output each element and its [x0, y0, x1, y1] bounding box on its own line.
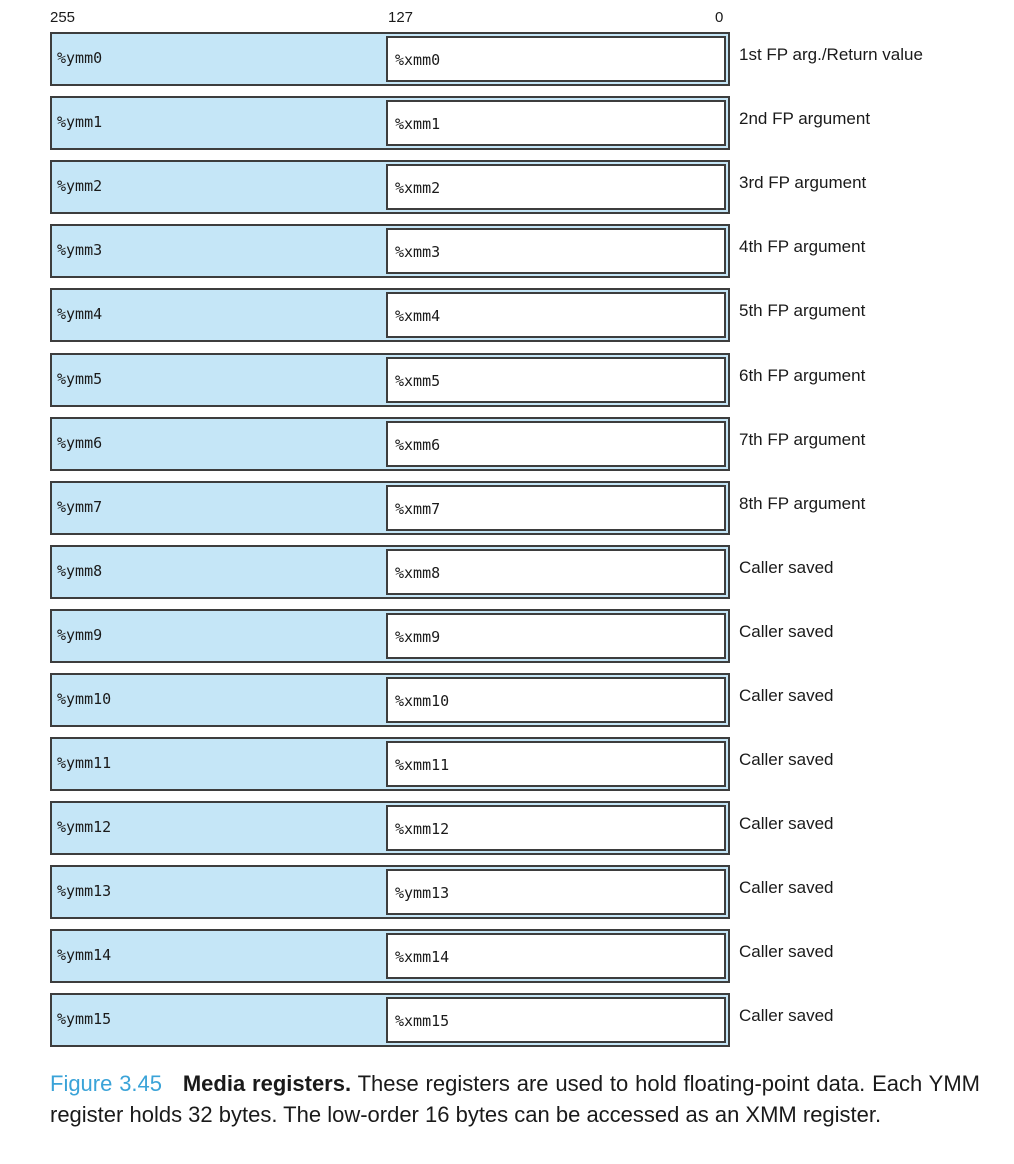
ymm-register-name: %ymm8: [57, 562, 103, 580]
register-usage-label: Caller saved: [739, 622, 834, 641]
xmm-register-name: %xmm4: [395, 307, 441, 325]
xmm-register-box: [386, 228, 726, 274]
ymm-register-name: %ymm13: [57, 882, 112, 900]
ymm-register-box: [50, 160, 730, 214]
ymm-register-box: [50, 481, 730, 535]
xmm-register-box: [386, 421, 726, 467]
register-usage-label: 4th FP argument: [739, 237, 866, 256]
xmm-register-box: [386, 869, 726, 915]
ymm-register-box: [50, 673, 730, 727]
register-row: [50, 673, 1010, 727]
ymm-register-name: %ymm11: [57, 754, 112, 772]
register-usage-label: 3rd FP argument: [739, 173, 867, 192]
ymm-register-box: [50, 288, 730, 342]
register-usage-label: Caller saved: [739, 558, 834, 577]
xmm-register-name: %xmm11: [395, 756, 450, 774]
register-usage-label: 2nd FP argument: [739, 109, 871, 128]
ymm-register-box: [50, 96, 730, 150]
register-usage-label: 6th FP argument: [739, 366, 866, 385]
figure-number: Figure 3.45: [50, 1071, 163, 1096]
ymm-register-name: %ymm3: [57, 241, 103, 259]
xmm-register-box: [386, 485, 726, 531]
xmm-register-name: %xmm9: [395, 628, 441, 646]
figure-caption-text: These registers are used to hold floating-point data. Each YMM register holds 32 bytes. The low-order 16 bytes can be accessed as an XMM register.: [50, 1071, 981, 1127]
ymm-register-box: [50, 801, 730, 855]
xmm-register-box: [386, 164, 726, 210]
ymm-register-box: [50, 865, 730, 919]
ymm-register-name: %ymm15: [57, 1010, 112, 1028]
register-row: [50, 32, 1010, 86]
register-row: [50, 160, 1010, 214]
bit-label-0: 0: [715, 9, 724, 26]
register-row: [50, 224, 1010, 278]
xmm-register-name: %xmm10: [395, 692, 450, 710]
xmm-register-name: %xmm0: [395, 51, 441, 69]
xmm-register-name: %xmm15: [395, 1012, 450, 1030]
ymm-register-name: %ymm14: [57, 946, 112, 964]
xmm-register-box: [386, 292, 726, 338]
register-row: [50, 288, 1010, 342]
register-row: [50, 417, 1010, 471]
bit-label-255: 255: [50, 9, 76, 26]
register-row: [50, 737, 1010, 791]
ymm-register-name: %ymm1: [57, 113, 103, 131]
xmm-register-name: %xmm1: [395, 115, 441, 133]
xmm-register-box: [386, 805, 726, 851]
ymm-register-box: [50, 929, 730, 983]
ymm-register-name: %ymm12: [57, 818, 112, 836]
ymm-register-name: %ymm9: [57, 626, 103, 644]
ymm-register-name: %ymm10: [57, 690, 112, 708]
register-usage-label: Caller saved: [739, 878, 834, 897]
register-row: [50, 96, 1010, 150]
register-usage-label: 1st FP arg./Return value: [739, 45, 923, 64]
register-usage-label: Caller saved: [739, 814, 834, 833]
xmm-register-name: %ymm13: [395, 884, 450, 902]
xmm-register-box: [386, 677, 726, 723]
ymm-register-box: [50, 737, 730, 791]
ymm-register-name: %ymm6: [57, 434, 103, 452]
xmm-register-name: %xmm14: [395, 948, 450, 966]
ymm-register-box: [50, 993, 730, 1047]
ymm-register-name: %ymm2: [57, 177, 103, 195]
xmm-register-box: [386, 613, 726, 659]
xmm-register-name: %xmm12: [395, 820, 450, 838]
xmm-register-name: %xmm2: [395, 179, 441, 197]
figure-title: Media registers.: [182, 1071, 352, 1096]
register-row: [50, 865, 1010, 919]
register-row: [50, 545, 1010, 599]
xmm-register-name: %xmm7: [395, 500, 441, 518]
register-row: [50, 481, 1010, 535]
xmm-register-box: [386, 933, 726, 979]
ymm-register-box: [50, 353, 730, 407]
figure-caption: [50, 1068, 980, 1130]
ymm-register-box: [50, 417, 730, 471]
register-usage-label: Caller saved: [739, 750, 834, 769]
xmm-register-box: [386, 357, 726, 403]
ymm-register-name: %ymm0: [57, 49, 103, 67]
xmm-register-box: [386, 997, 726, 1043]
register-row: [50, 609, 1010, 663]
ymm-register-name: %ymm5: [57, 370, 103, 388]
ymm-register-name: %ymm4: [57, 305, 103, 323]
register-usage-label: Caller saved: [739, 1006, 834, 1025]
xmm-register-name: %xmm6: [395, 436, 441, 454]
register-row: [50, 993, 1010, 1047]
xmm-register-name: %xmm3: [395, 243, 441, 261]
ymm-register-box: [50, 32, 730, 86]
register-usage-label: 5th FP argument: [739, 301, 866, 320]
xmm-register-box: [386, 100, 726, 146]
register-row: [50, 929, 1010, 983]
ymm-register-box: [50, 224, 730, 278]
bit-label-127: 127: [388, 9, 414, 26]
xmm-register-name: %xmm8: [395, 564, 441, 582]
xmm-register-name: %xmm5: [395, 372, 441, 390]
ymm-register-box: [50, 545, 730, 599]
register-row: [50, 353, 1010, 407]
xmm-register-box: [386, 741, 726, 787]
register-usage-label: Caller saved: [739, 686, 834, 705]
xmm-register-box: [386, 36, 726, 82]
register-row: [50, 801, 1010, 855]
register-usage-label: 7th FP argument: [739, 430, 866, 449]
register-usage-label: 8th FP argument: [739, 494, 866, 513]
ymm-register-box: [50, 609, 730, 663]
register-usage-label: Caller saved: [739, 942, 834, 961]
ymm-register-name: %ymm7: [57, 498, 103, 516]
xmm-register-box: [386, 549, 726, 595]
